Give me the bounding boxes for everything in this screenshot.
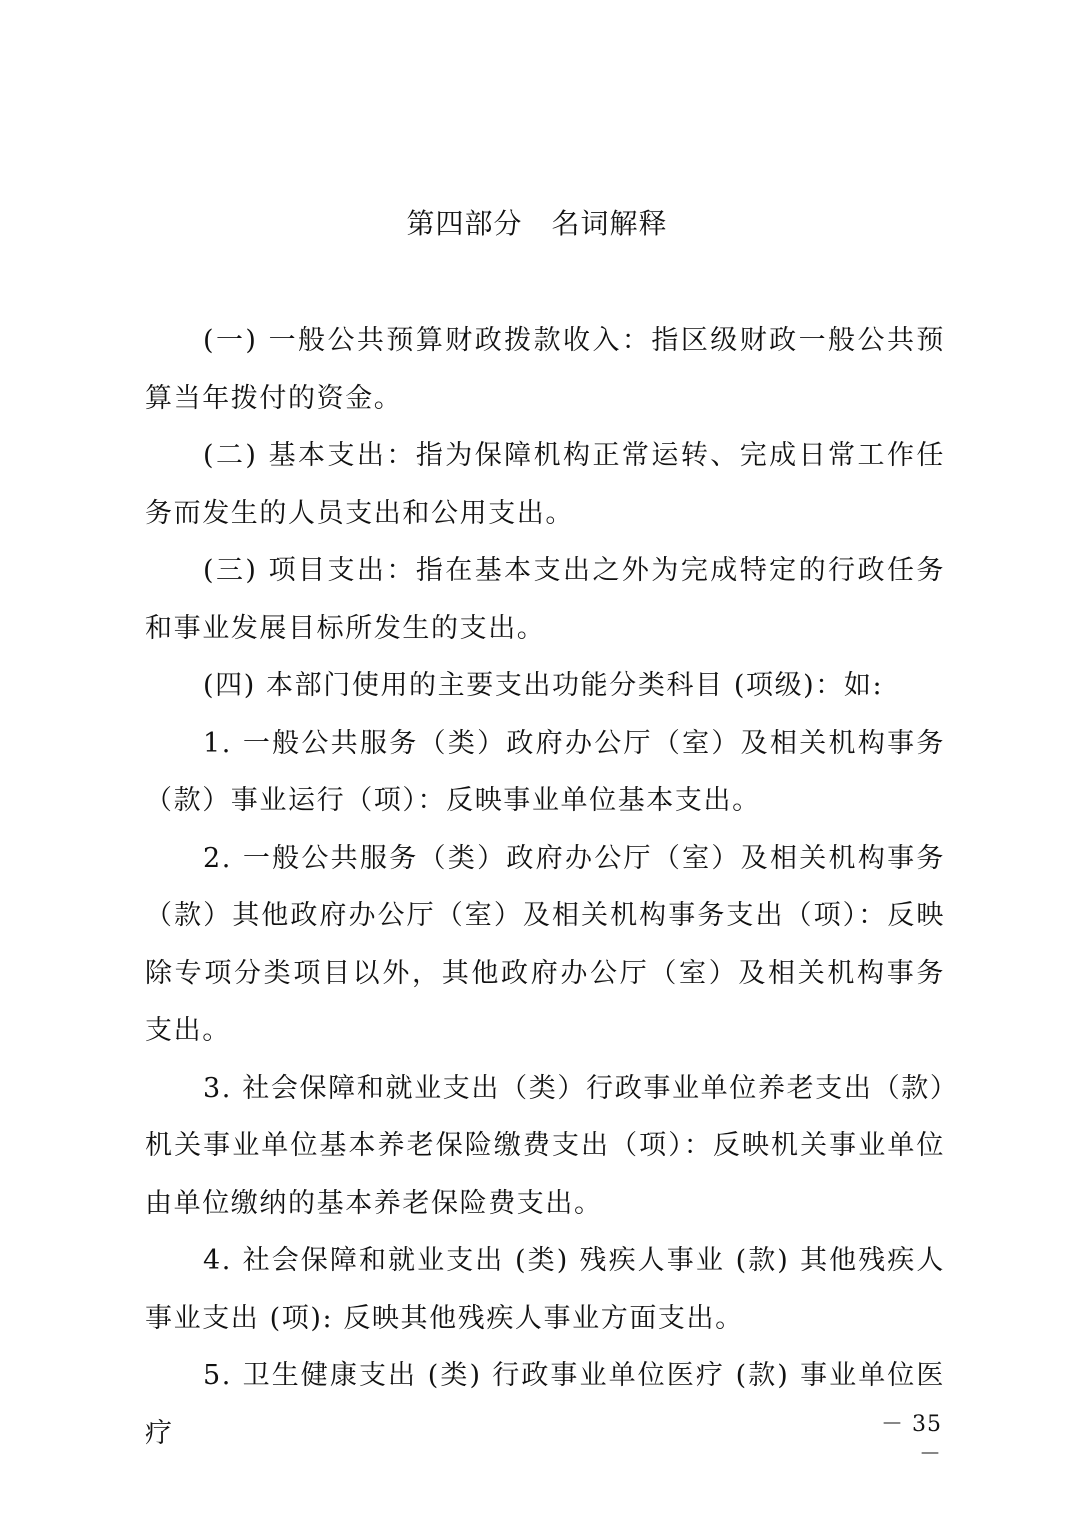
paragraph-function-classification: (四) 本部门使用的主要支出功能分类科目 (项级)：如: bbox=[203, 670, 884, 701]
paragraph-item-3: 3. 社会保障和就业支出（类）行政事业单位养老支出（款）机关事业单位基本养老保险缴费支出（项）：反映机关事业单位由单位缴纳的基本养老保险费支出。 bbox=[145, 1072, 945, 1219]
paragraph-basic-expenditure: (二) 基本支出：指为保障机构正常运转、完成日常工作任务而发生的人员支出和公用支出。 bbox=[145, 440, 945, 529]
paragraph-project-expenditure: (三) 项目支出：指在基本支出之外为完成特定的行政任务和事业发展目标所发生的支出。 bbox=[145, 555, 945, 644]
paragraph-general-budget-income: (一) 一般公共预算财政拨款收入：指区级财政一般公共预算当年拨付的资金。 bbox=[145, 325, 945, 414]
paragraph-item-4: 4. 社会保障和就业支出 (类) 残疾人事业 (款) 其他残疾人事业支出 (项): 反映其他残疾人事业方面支出。 bbox=[145, 1245, 945, 1334]
paragraph-item-1: 1. 一般公共服务（类）政府办公厅（室）及相关机构事务（款）事业运行（项）：反映事业单位基本支出。 bbox=[145, 727, 945, 816]
section-title: 第四部分 名词解释 bbox=[406, 207, 668, 240]
paragraph-item-5: 5. 卫生健康支出 (类) 行政事业单位医疗 (款) 事业单位医疗 bbox=[145, 1360, 945, 1449]
body-text bbox=[145, 312, 945, 1462]
page-number: － 35 － bbox=[881, 1412, 942, 1467]
paragraph-item-2: 2. 一般公共服务（类）政府办公厅（室）及相关机构事务（款）其他政府办公厅（室）及相关机构事务支出（项）：反映除专项分类项目以外，其他政府办公厅（室）及相关机构事务支出。 bbox=[145, 842, 945, 1046]
